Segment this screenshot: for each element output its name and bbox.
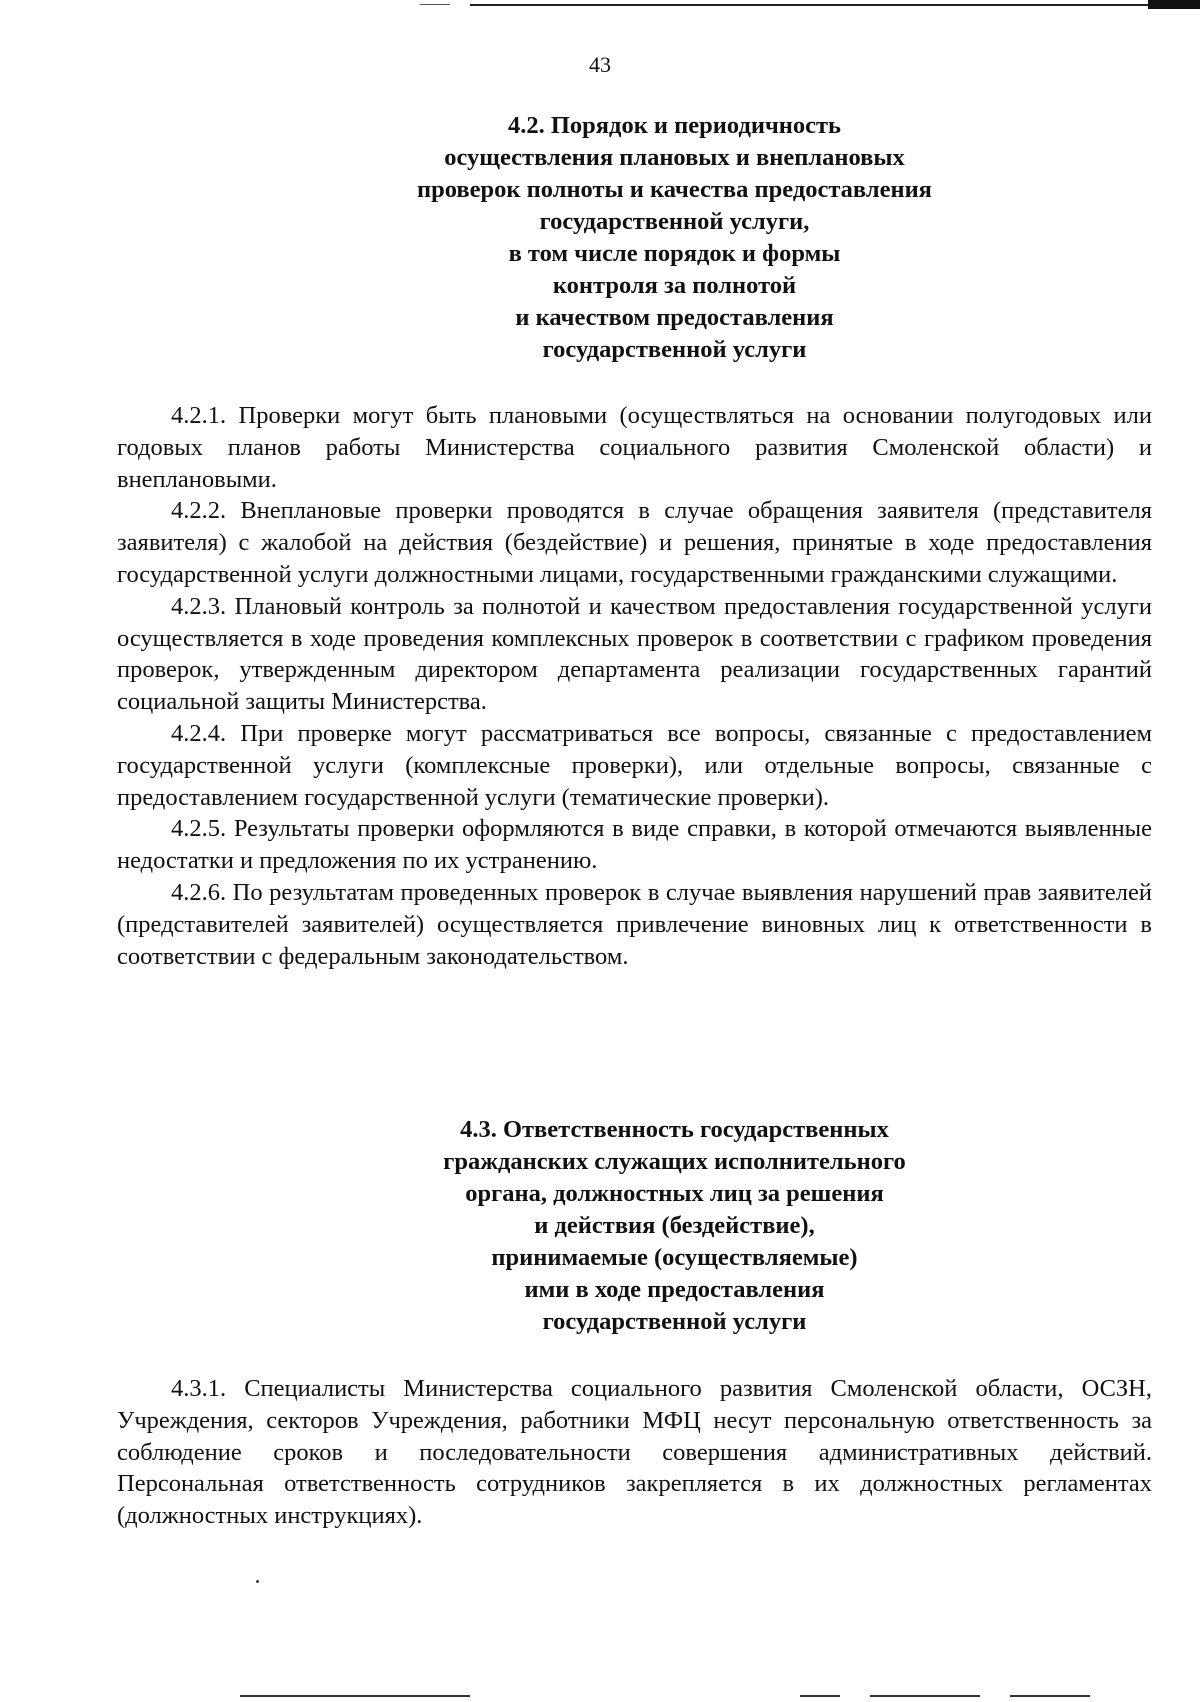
paragraph-4-2-3: 4.2.3. Плановый контроль за полнотой и качеством предоставления государственной услуги осуществляется в ходе проведения комплексных проверок в соответствии с графиком проведения проверок, утвержденным директором департамента реализации государственных гарантий социальной защиты Министерства. (117, 592, 1152, 716)
scan-line (420, 4, 450, 5)
heading-line: органа, должностных лиц за решения (465, 1180, 884, 1207)
heading-line: государственной услуги (542, 1308, 807, 1335)
paragraph-4-2-6: 4.2.6. По результатам проведенных проверок в случае выявления нарушений прав заявителей (представителей заявителей) осуществляется привлечение виновных лиц к ответственности в соответствии с федеральным законодательством. (117, 878, 1152, 970)
heading-line: в том числе порядок и формы (508, 240, 841, 267)
scan-line (800, 1695, 840, 1697)
heading-line: 4.3. Ответственность государственных (460, 1116, 889, 1143)
heading-line: проверок полноты и качества предоставления (417, 176, 932, 203)
scan-line (240, 1695, 470, 1697)
scan-speck (256, 1580, 259, 1583)
heading-line: и качеством предоставления (515, 304, 834, 331)
section-4-2-heading (112, 110, 1200, 366)
scan-line (470, 4, 1170, 6)
section-4-2-body (117, 400, 1152, 972)
heading-line: принимаемые (осуществляемые) (491, 1244, 858, 1271)
heading-line: осуществления плановых и внеплановых (444, 144, 905, 171)
section-4-3-heading (112, 1114, 1200, 1338)
paragraph-4-2-1: 4.2.1. Проверки могут быть плановыми (осуществляться на основании полугодовых или годовых планов работы Министерства социального развития Смоленской области) и внеплановыми. (117, 402, 1152, 493)
heading-line: ими в ходе предоставления (524, 1276, 825, 1303)
scan-line (1010, 1695, 1090, 1697)
heading-line: государственной услуги (542, 336, 807, 363)
heading-line: 4.2. Порядок и периодичность (507, 112, 842, 139)
section-4-3-body (117, 1373, 1152, 1532)
heading-line: и действия (бездействие), (534, 1212, 815, 1239)
scan-artifact-bottom (0, 1692, 1200, 1702)
scan-mark (1148, 0, 1200, 9)
paragraph-4-2-2: 4.2.2. Внеплановые проверки проводятся в случае обращения заявителя (представителя заявителя) с жалобой на действия (бездействие) и решения, принятые в ходе предоставления государственной услуги должностными лицами, государственными гражданскими служащими. (117, 497, 1152, 588)
heading-line: контроля за полнотой (552, 272, 797, 299)
scan-artifact-top (0, 0, 1200, 12)
paragraph-4-3-1: 4.3.1. Специалисты Министерства социального развития Смоленской области, ОСЗН, Учреждения, секторов Учреждения, работники МФЦ несут персональную ответственность за соблюдение сроков и последовательности совершения административных действий. Персональная ответственность сотрудников закрепляется в их должностных регламентах (должностных инструкциях). (117, 1375, 1152, 1530)
heading-line: гражданских служащих исполнительного (443, 1148, 906, 1175)
page-number: 43 (589, 52, 611, 77)
heading-line: государственной услуги, (539, 208, 810, 235)
paragraph-4-2-5: 4.2.5. Результаты проверки оформляются в виде справки, в которой отмечаются выявленные недостатки и предложения по их устранению. (117, 815, 1152, 875)
paragraph-4-2-4: 4.2.4. При проверке могут рассматриваться все вопросы, связанные с предоставлением государственной услуги (комплексные проверки), или отдельные вопросы, связанные с предоставлением государственной услуги (тематические проверки). (117, 719, 1152, 811)
scan-line (870, 1695, 980, 1697)
